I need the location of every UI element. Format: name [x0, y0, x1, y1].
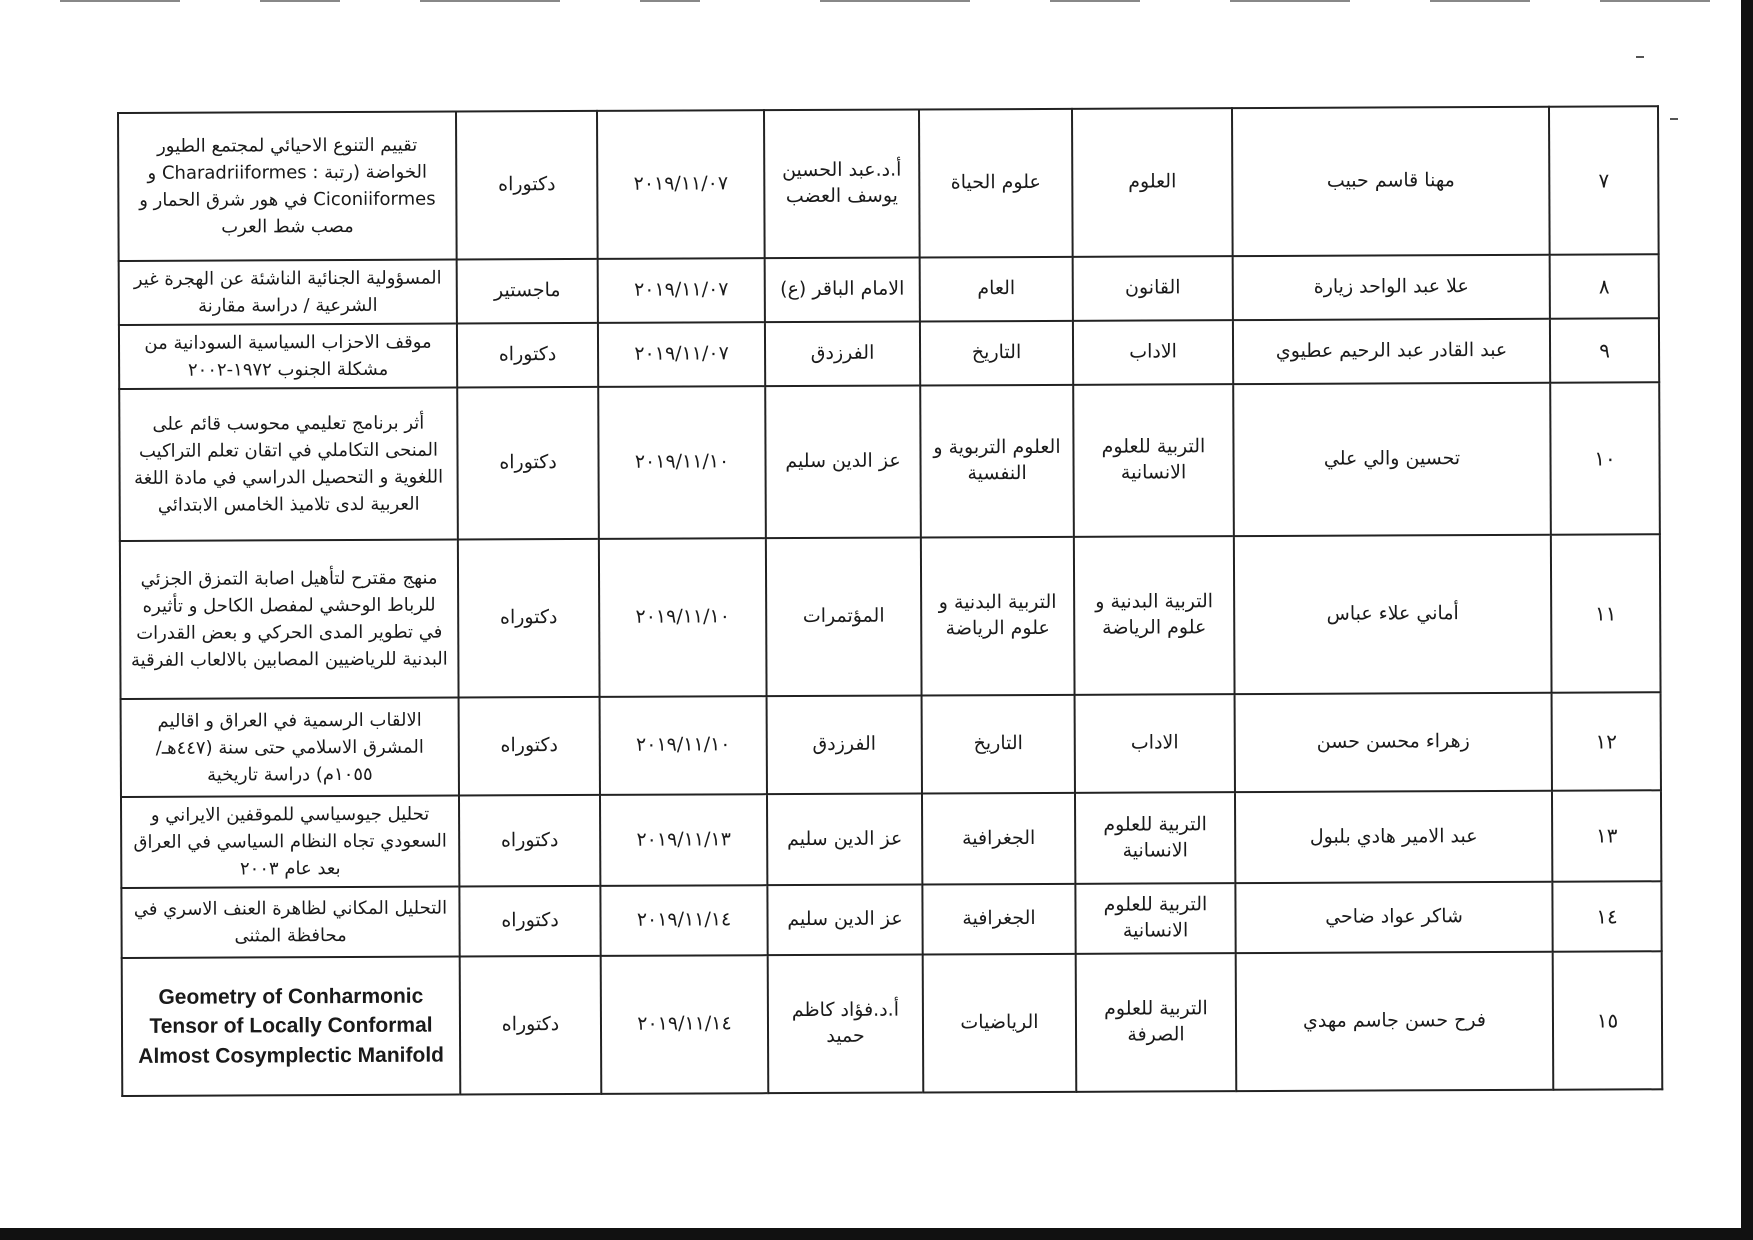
row-number: ١٢ [1552, 692, 1661, 790]
row-number: ١١ [1551, 534, 1661, 692]
student-name: فرح حسن جاسم مهدي [1236, 952, 1554, 1091]
defense-venue: عز الدين سليم [767, 793, 922, 885]
student-name: أماني علاء عباس [1234, 535, 1552, 694]
table-row [120, 534, 1661, 699]
table-row [119, 254, 1659, 325]
degree-type: دكتوراه [458, 539, 600, 698]
college-name: الاداب [1075, 694, 1235, 793]
college-name: التربية للعلوم الانسانية [1075, 792, 1235, 884]
table-row [121, 790, 1661, 888]
defense-venue: الفرزدق [765, 321, 920, 386]
defense-date: ٢٠١٩/١١/١٠ [600, 696, 767, 795]
table-row [118, 106, 1659, 261]
defense-date: ٢٠١٩/١١/١٤ [600, 885, 767, 956]
row-number: ٩ [1550, 318, 1659, 382]
defense-schedule-table [117, 105, 1661, 1097]
thesis-title: الالقاب الرسمية في العراق و اقاليم المشرق الاسلامي حتى سنة (٤٤٧هـ/١٠٥٥م) دراسة تاريخية [121, 698, 459, 797]
defense-date: ٢٠١٩/١١/١٣ [600, 794, 767, 886]
thesis-title: تحليل جيوسياسي للموقفين الايراني و السعودي تجاه النظام السياسي في العراق بعد عام ٢٠٠٣ [121, 796, 459, 888]
department-name: العلوم التربوية و النفسية [920, 385, 1074, 538]
defense-venue: أ.د.عبد الحسين يوسف العضب [764, 110, 920, 259]
table-row [122, 951, 1663, 1096]
student-name: علا عبد الواحد زيارة [1233, 255, 1550, 320]
thesis-title: المسؤولية الجنائية الناشئة عن الهجرة غير الشرعية / دراسة مقارنة [119, 260, 457, 325]
thesis-title: أثر برنامج تعليمي محوسب قائم على المنحى التكاملي في اتقان تعلم التراكيب اللغوية و التحصيل الدراسي في مادة اللغة العربية لدى تلاميذ الخامس الابتدائي [119, 388, 458, 541]
defense-date: ٢٠١٩/١١/٠٧ [597, 110, 765, 259]
college-name: التربية للعلوم الصرفة [1076, 953, 1237, 1092]
thesis-title: Geometry of Conharmonic Tensor of Locally Conformal Almost Cosymplectic Manifold [122, 957, 461, 1096]
row-number: ٨ [1550, 254, 1659, 318]
degree-type: دكتوراه [460, 956, 602, 1095]
table-row [119, 318, 1659, 389]
defense-venue: أ.د.فؤاد كاظم حميد [768, 954, 924, 1093]
department-name: التاريخ [922, 695, 1075, 794]
defense-venue: المؤتمرات [766, 537, 922, 696]
degree-type: دكتوراه [456, 111, 598, 260]
degree-type: دكتوراه [459, 795, 600, 887]
table-row [119, 382, 1660, 541]
scan-top-edge [0, 0, 1753, 4]
student-name: عبد القادر عبد الرحيم عطيوي [1233, 319, 1550, 384]
degree-type: دكتوراه [457, 387, 599, 540]
thesis-title: منهج مقترح لتأهيل اصابة التمزق الجزئي للرباط الوحشي لمفصل الكاحل و تأثيره في تطوير المدى الحركي و بعض القدرات البدنية للرياضيين المصابين بالالعاب الفرقية [120, 540, 459, 699]
student-name: زهراء محسن حسن [1235, 693, 1552, 792]
scan-border-right [1741, 0, 1753, 1240]
department-name: علوم الحياة [919, 109, 1073, 258]
scan-border-bottom [0, 1228, 1753, 1240]
college-name: التربية البدنية و علوم الرياضة [1074, 536, 1235, 695]
table-row [121, 881, 1661, 958]
college-name: التربية للعلوم الانسانية [1075, 883, 1235, 954]
department-name: الجغرافية [922, 884, 1075, 955]
table-body [118, 106, 1662, 1096]
table-row [121, 692, 1661, 797]
degree-type: ماجستير [457, 259, 598, 324]
row-number: ٧ [1549, 106, 1659, 254]
defense-date: ٢٠١٩/١١/١٠ [599, 538, 767, 697]
department-name: الجغرافية [922, 793, 1075, 885]
defense-date: ٢٠١٩/١١/١٠ [598, 386, 766, 539]
student-name: عبد الامير هادي بلبول [1235, 791, 1552, 883]
defense-date: ٢٠١٩/١١/٠٧ [598, 258, 765, 323]
college-name: القانون [1073, 256, 1233, 321]
thesis-title: موقف الاحزاب السياسية السودانية من مشكلة الجنوب ١٩٧٢-٢٠٠٢ [119, 324, 457, 389]
row-number: ١٣ [1552, 790, 1661, 881]
defense-date: ٢٠١٩/١١/١٤ [601, 955, 769, 1094]
college-name: التربية للعلوم الانسانية [1073, 384, 1234, 537]
row-number: ١٤ [1552, 881, 1661, 951]
thesis-title: تقييم التنوع الاحيائي لمجتمع الطيور الخواضة (رتبة : Charadriiformes و Ciconiiformes في هور شرق الحمار و مصب شط العرب [118, 112, 457, 261]
defense-venue: الفرزدق [767, 695, 922, 794]
department-name: التاريخ [920, 321, 1073, 386]
row-number: ١٥ [1553, 951, 1663, 1089]
student-name: شاكر عواد ضاحي [1235, 882, 1552, 953]
degree-type: دكتوراه [459, 697, 600, 796]
degree-type: دكتوراه [457, 323, 598, 388]
department-name: الرياضيات [923, 954, 1077, 1093]
degree-type: دكتوراه [459, 886, 600, 957]
college-name: الاداب [1073, 320, 1233, 385]
department-name: العام [920, 257, 1073, 322]
defense-date: ٢٠١٩/١١/٠٧ [598, 322, 765, 387]
defense-venue: عز الدين سليم [767, 884, 922, 955]
thesis-title: التحليل المكاني لظاهرة العنف الاسري في محافظة المثنى [121, 887, 459, 958]
row-number: ١٠ [1550, 382, 1660, 534]
student-name: مهنا قاسم حبيب [1232, 107, 1550, 256]
defense-venue: الامام الباقر (ع) [765, 257, 920, 322]
scan-speck [1636, 56, 1644, 58]
defense-venue: عز الدين سليم [765, 385, 921, 538]
college-name: العلوم [1072, 108, 1233, 257]
student-name: تحسين والي علي [1233, 383, 1551, 536]
scan-speck [1670, 118, 1678, 120]
department-name: التربية البدنية و علوم الرياضة [921, 537, 1075, 696]
